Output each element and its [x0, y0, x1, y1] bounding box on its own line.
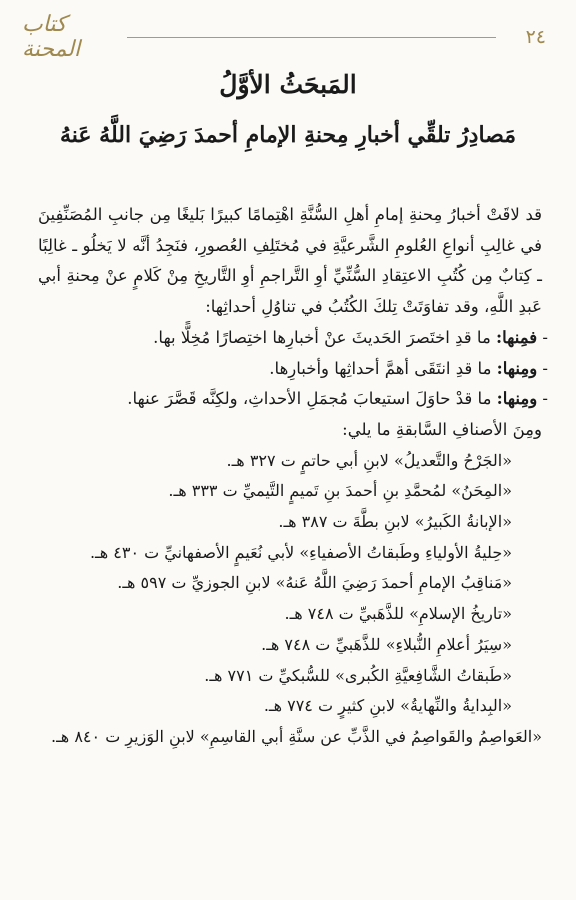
bullet-list	[38, 323, 548, 415]
bullet-lead: فمِنها:	[496, 327, 538, 347]
list-item: - ومِنها: ما قدْ حاوَلَ استيعابَ مُجمَلِ الأحداثِ، ولكِنَّه قَصَّرَ عنها.	[127, 389, 548, 409]
list-item: - ومِنها: ما قدِ انتَقَى أهمَّ أحداثِها وأخبارِها.	[269, 358, 548, 378]
list-item: - فمِنها: ما قدِ اختَصرَ الحَديثَ عنْ أخبارِها اختِصارًا مُخِلًّا بها.	[153, 327, 548, 347]
source-item: «مَناقِبُ الإمامِ أحمدَ رَضِيَ اللَّهُ عَنهُ» لابنِ الجوزيِّ ت ٥٩٧ هـ.	[117, 573, 512, 593]
running-header	[22, 12, 546, 62]
bullet-lead: ومِنها:	[496, 389, 538, 409]
source-item: «طَبقاتُ الشَّافِعيَّةِ الكُبرى» للسُّبكيِّ ت ٧٧١ هـ.	[204, 665, 512, 685]
bullet-lead: ومِنها:	[496, 358, 538, 378]
source-item: «الإبانةُ الكَبيرُ» لابنِ بطَّةَ ت ٣٨٧ هـ.	[278, 512, 512, 532]
bullet-text: ما قدِ اختَصرَ الحَديثَ عنْ أخبارِها اختِصارًا مُخِلًّا بها.	[153, 327, 497, 347]
page-number: ٢٤	[525, 26, 546, 48]
source-item: «الجَرْحُ والتَّعديلُ» لابنِ أبي حاتمٍ ت ٣٢٧ هـ.	[226, 450, 512, 470]
source-item: «سِيَرُ أعلامِ النُّبلاءِ» للذَّهَبيِّ ت ٧٤٨ هـ.	[261, 634, 512, 654]
sources-intro: ومِنَ الأصنافِ السَّابقةِ ما يلي:	[342, 419, 542, 439]
source-item: «البِدايةُ والنِّهايةُ» لابنِ كثيرٍ ت ٧٧٤ هـ.	[263, 696, 512, 716]
bullet-text: ما قدِ انتَقَى أهمَّ أحداثِها وأخبارِها.	[269, 358, 497, 378]
source-item: «المِحَنُ» لمُحمَّدِ بنِ أحمدَ بنِ تَميمٍ التَّيميِّ ت ٣٣٣ هـ.	[168, 481, 512, 501]
running-book-title: كتاب المحنة	[22, 12, 81, 62]
header-rule	[127, 37, 496, 38]
intro-paragraph: قد لاقَتْ أخبارُ مِحنةِ إمامِ أهلِ السُّنَّةِ اهْتِمامًا كبيرًا بَليغًا مِن جانبِ المُصَنِّفِينَ في غالِبِ أنواعِ العُلومِ الشَّرعيَّةِ في مُختَلِفِ العُصورِ، فنَجِدُ أنَّه لا يَخلُو ـ غالِبًا ـ كِتابٌ مِن كُتُبِ الاعتِقادِ السُّنِّيِّ أوِ التَّراجمِ أوِ التَّاريخِ مِنْ كَلامٍ عنْ مِحنةِ أبي عَبدِ اللَّهِ، وقد تفاوَتَتْ تِلكَ الكُتُبُ في تناوُلِ أحداثِها:	[38, 205, 542, 317]
source-item: «العَواصِمُ والقَواصِمُ في الذَّبِّ عن سنَّةِ أبي القاسِمِ» لابنِ الوَزيرِ ت ٨٤٠ هـ.	[51, 726, 542, 746]
body-text	[38, 200, 548, 753]
source-item: «تاريخُ الإسلامِ» للذَّهَبيِّ ت ٧٤٨ هـ.	[284, 604, 512, 624]
source-item: «حِليةُ الأولياءِ وطَبقاتُ الأصفياءِ» لأبي نُعَيمٍ الأصفهانيِّ ت ٤٣٠ هـ.	[89, 542, 512, 562]
sources-list	[38, 446, 542, 753]
section-title: المَبحَثُ الأوَّلُ	[219, 70, 357, 99]
section-subtitle: مَصادِرُ تلقِّي أخبارِ مِحنةِ الإمامِ أحمدَ رَضِيَ اللَّهُ عَنهُ	[59, 122, 517, 148]
bullet-text: ما قدْ حاوَلَ استيعابَ مُجمَلِ الأحداثِ، ولكِنَّه قَصَّرَ عنها.	[127, 389, 497, 409]
